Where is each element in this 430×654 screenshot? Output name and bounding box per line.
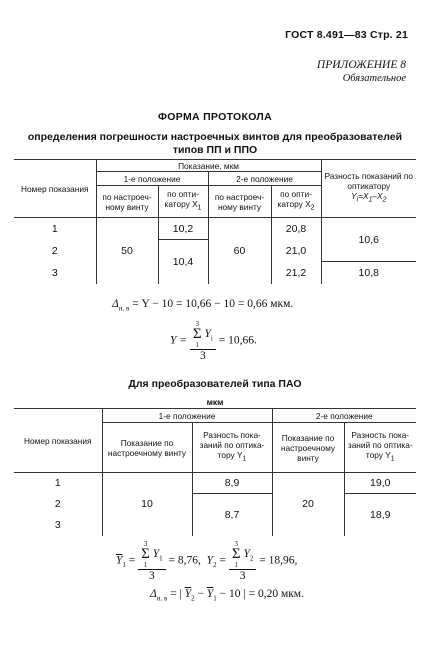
section2-title: Для преобразователей типа ПАО (128, 378, 302, 390)
t1-screw1-value: 50 (96, 218, 158, 284)
t2-diff-hdr-2-text: Разность пока-заний по оптика-тору Y (347, 430, 413, 461)
t1-header-diff-formula: $Y_i=X_1-X_2$ (351, 191, 387, 204)
t2-diff-hdr-1 (192, 423, 272, 473)
t2-diff-hdr-2-sub: 1 (390, 455, 395, 463)
t1-optic1-value: 10,4 (158, 240, 208, 284)
f1-y-label: Y = (170, 334, 188, 347)
f1-sum-var-sub: i (210, 334, 213, 343)
t2-screw2-value: 20 (272, 473, 344, 536)
t2-header-reading-no: Номер показания (14, 409, 102, 473)
f1-result: = 10,66. (218, 334, 257, 347)
t2-row-no: 2 (14, 494, 102, 515)
table-row (14, 218, 416, 240)
t1-x1-sub: 1 (197, 204, 202, 212)
t1-row-no: 2 (14, 240, 96, 262)
f1-delta-sub: н. в (118, 304, 130, 313)
t1-diff-value: 10,8 (321, 262, 416, 284)
t2-diff2-value: 19,0 (344, 473, 416, 494)
t1-row-no: 3 (14, 262, 96, 284)
protocol-table-1 (14, 159, 416, 284)
sum-icon: 3 Σ 1 (141, 540, 150, 569)
t2-screw1-value: 10 (102, 473, 192, 536)
appendix-block (317, 58, 406, 86)
t1-by-screw-1: по настроеч-ному винту (96, 186, 158, 218)
t1-optic1-value: 10,2 (158, 218, 208, 240)
t1-pos2: 2-е положение (208, 172, 321, 186)
f1-delta-label: Δ (112, 298, 119, 310)
f1-fraction (190, 320, 216, 362)
appendix-title: ПРИЛОЖЕНИЕ 8 (316, 59, 406, 71)
t1-optic2-value: 21,0 (271, 240, 321, 262)
t2-pos1: 1-е положение (102, 409, 272, 423)
t1-x2-sub: 2 (310, 204, 315, 212)
t2-screw-hdr-2: Показание по настроечному винту (272, 423, 344, 473)
formula-y-mean (170, 320, 257, 362)
form-title: ФОРМА ПРОТОКОЛА (158, 111, 272, 123)
t1-pos1: 1-е положение (96, 172, 208, 186)
f2-y2-result: = 18,96, (259, 554, 298, 567)
section2-unit: мкм (206, 397, 224, 407)
t1-screw2-value: 60 (208, 218, 271, 284)
t2-row-no: 3 (14, 515, 102, 536)
f1-delta-rest: = Y − 10 = 10,66 − 10 = 0,66 мкм. (132, 298, 294, 310)
t2-diff1-value: 8,7 (192, 494, 272, 536)
t1-diff-value: 10,6 (321, 218, 416, 262)
formula-y1-y2: $\overline{Y}_1$ = 3 Σ 1 $Y_1$ 3 = 8,76, $Y_2$ = 3 Σ 1 $Y_2$ 3 = 18,96, (116, 540, 298, 582)
t2-row-no: 1 (14, 473, 102, 494)
protocol-table-2 (14, 408, 416, 536)
t2-diff2-value: 18,9 (344, 494, 416, 536)
t1-row-no: 1 (14, 218, 96, 240)
t1-header-diff (321, 160, 416, 218)
t1-header-group: Показание, мкм (96, 160, 321, 172)
t1-optic2-value: 21,2 (271, 262, 321, 284)
f1-sum-var: Y (204, 328, 211, 341)
f2-fraction-1: 3 Σ 1 $Y_1$ 3 (138, 540, 166, 582)
t1-by-screw-2: по настроеч-ному винту (208, 186, 271, 218)
t1-header-diff-text: Разность показаний по оптикатору (324, 171, 413, 192)
t2-diff-hdr-1-text: Разность пока-заний по оптика-тору Y (199, 430, 265, 461)
table-row (14, 494, 416, 515)
form-subtitle-line2: типов ПП и ППО (172, 144, 258, 156)
sum-icon: 3 Σ 1 (231, 540, 241, 569)
f1-sum-bot: 1 (195, 341, 200, 349)
t2-diff-hdr-1-sub: 1 (242, 455, 247, 463)
f1-fraction-top (190, 320, 216, 350)
form-subtitle-line1: определения погрешности настроечных винтов для преобразователей (27, 131, 403, 143)
table-row (14, 473, 416, 494)
t1-by-optic-x1-text: по опти-катору X (164, 189, 199, 210)
t2-diff1-value: 8,9 (192, 473, 272, 494)
formula-delta-1 (112, 298, 293, 312)
f2-y1-result: = 8,76, (168, 554, 201, 567)
f1-sum-top: 3 (195, 320, 200, 328)
t2-diff-hdr-2 (344, 423, 416, 473)
t2-screw-hdr-1: Показание по настроечному винту (102, 423, 192, 473)
formula-delta-2: $\Delta_{н. в}$ = | $\overline{Y}_2 - \overline{Y}_1 - 10$ | = 0,20 мкм. (150, 588, 304, 603)
form-subtitle (0, 131, 430, 157)
appendix-status: Обязательное (342, 73, 406, 84)
t1-by-optic-x2-text: по опти-катору X (277, 189, 312, 210)
t2-pos2: 2-е положение (272, 409, 416, 423)
t1-header-reading-no: Номер показания (14, 160, 96, 218)
t1-by-optic-x1 (158, 186, 208, 218)
t1-by-optic-x2 (271, 186, 321, 218)
t1-optic2-value: 20,8 (271, 218, 321, 240)
document-header: ГОСТ 8.491—83 Стр. 21 (285, 29, 408, 41)
f1-denominator: 3 (200, 350, 206, 362)
f2-fraction-2: 3 Σ 1 $Y_2$ 3 (229, 540, 257, 582)
sum-icon: 3 Σ 1 (192, 320, 202, 349)
